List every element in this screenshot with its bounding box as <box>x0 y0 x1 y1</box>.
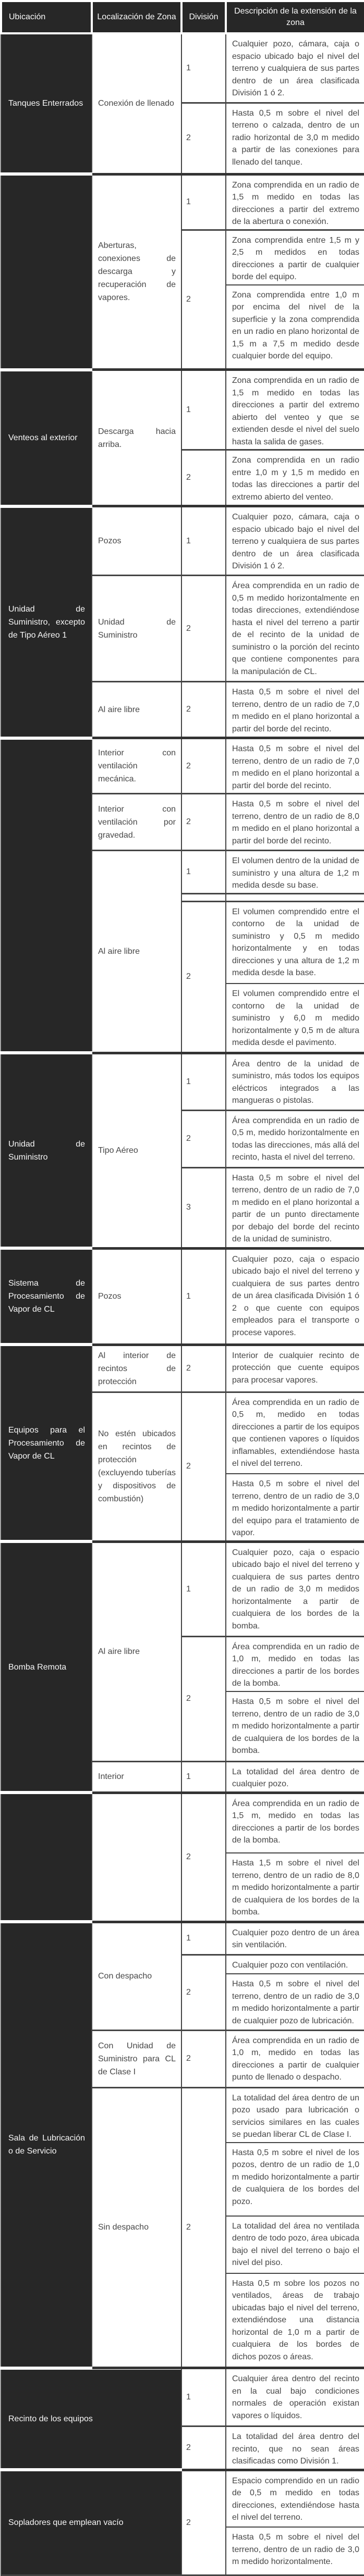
division-cell: 2 <box>181 794 226 851</box>
table-row <box>1 1541 364 1636</box>
col-header-descripcion: Descripción de la extensión de la zona <box>226 1 364 33</box>
division-cell: 1 <box>181 174 226 230</box>
ubicacion-cell: Equipos para el Procesamiento de Vapor de CL <box>1 1345 92 1541</box>
division-cell: 2 <box>181 450 226 506</box>
localizacion-cell: Interior <box>92 1761 181 1793</box>
localizacion-cell: Sin despacho <box>92 2087 181 2368</box>
ubicacion-cell <box>1 738 92 1053</box>
table-row <box>1 1248 364 1345</box>
description-cell: Área dentro de la unidad de suministro, más todos los equipos eléctricos integrados a las mangueras o pistolas. <box>226 1053 364 1110</box>
ubicacion-cell: Sopladores que emplean vacío <box>1 2470 181 2575</box>
localizacion-cell: Pozos <box>92 506 181 576</box>
division-cell: 2 <box>181 103 226 174</box>
localizacion-cell: Interior con ventilación mecánica. <box>92 738 181 794</box>
description-cell: Cualquier pozo, caja o espacio ubicado bajo el nivel del terreno y cualquiera de sus partes dentro de un radio de 3,0 m medidos horizontalmente a partir de cualquiera de los bordes de la bomba. <box>226 1541 364 1636</box>
description-cell: Cualquier pozo, cámara, caja o espacio ubicado bajo el nivel del terreno y cualquiera de sus partes dentro de un área clasificada División 1 ó 2. <box>226 506 364 576</box>
table-row <box>1 506 364 576</box>
division-cell: 2 <box>181 2470 226 2575</box>
localizacion-cell <box>92 1793 181 1922</box>
description-cell: Espacio comprendido en un radio de 0,5 m medido en todas direcciones, extendiéndose hasta el nivel del terreno. <box>226 2470 364 2527</box>
description-cell: Área comprendida en un radio de 0,5 m, medido en todas direcciones a partir de los equipos que contienen vapores o líquidos inflamables, extendiéndose hasta el nivel del terreno. <box>226 1392 364 1474</box>
table-row <box>1 2470 364 2527</box>
division-cell: 1 <box>181 1761 226 1793</box>
col-header-division: División <box>181 1 226 33</box>
ubicacion-cell <box>1 1793 92 1922</box>
description-cell: Hasta 0,5 m sobre el nivel del terreno, dentro de un radio de 8,0 m medido en el plano horizontal a partir del borde del recinto. <box>226 794 364 851</box>
table-row <box>1 1793 364 1853</box>
division-cell: 2 <box>181 682 226 738</box>
division-cell: 2 <box>181 1793 226 1922</box>
localizacion-cell: Al interior de recintos de protección <box>92 1345 181 1392</box>
division-cell: 2 <box>181 1636 226 1761</box>
description-cell: Zona comprendida en un radio entre 1,0 m y 1,5 m medido en todas las direcciones a partir del extremo abierto del venteo. <box>226 450 364 506</box>
localizacion-cell: Al aire libre <box>92 1541 181 1761</box>
description-cell: El volumen comprendido entre el contorno de la unidad de suministro y 6,0 m medido horizontalmente y 0,5 m de altura medida desde el pavimento. <box>226 984 364 1053</box>
table-row <box>1 1345 364 1392</box>
division-cell: 1 <box>181 2368 226 2426</box>
localizacion-cell: Al aire libre <box>92 682 181 738</box>
description-cell: Hasta 0,5 m sobre el nivel del terreno, dentro de un radio de 7,0 m medido en el plano horizontal a partir de un punto directamente por debajo del borde del recinto de la unidad de suministro. <box>226 1167 364 1248</box>
division-cell: 2 <box>181 1345 226 1392</box>
description-cell: Hasta 0,5 m sobre el nivel del terreno, dentro de un radio de 3,0 m medido horizontalmente a partir del equipo para el tratamiento de vapor. <box>226 1474 364 1541</box>
ubicacion-cell: Sala de Lubricación o de Servicio <box>1 1922 92 2368</box>
description-cell: Zona comprendida entre 1,5 m y 2,5 m medidos en todas direcciones a partir de cualquier borde del equipo. <box>226 230 364 285</box>
table-row <box>1 2368 364 2426</box>
description-cell: Hasta 0,5 m sobre los pozos no ventilados, áreas de trabajo ubicadas bajo el nivel del terreno, extendiéndose una distancia horizontal de 1,0 m a partir de cualquiera de los bordes de dichos pozos o áreas. <box>226 2273 364 2368</box>
division-cell: 2 <box>181 230 226 370</box>
spacer-cell <box>181 893 226 901</box>
description-cell: Zona comprendida en un radio de 1,5 m medido en todas las direcciones a partir del extremo abierto del venteo y que se extienden desde el nivel del suelo hasta la salida de gases. <box>226 370 364 450</box>
ubicacion-cell: Bomba Remota <box>1 1541 92 1793</box>
description-cell: Hasta 1,5 m sobre el nivel del terreno, dentro de un radio de 8,0 m medido horizontalmente a partir de cualquiera de los bordes de la bomba. <box>226 1853 364 1922</box>
division-cell: 2 <box>181 576 226 682</box>
description-cell: Hasta 0,5 m sobre el nivel del terreno o calzada, dentro de un radio horizontal de 3,0 m medido a partir de las conexiones para llenado del tanque. <box>226 103 364 174</box>
division-cell: 2 <box>181 2030 226 2087</box>
division-cell: 1 <box>181 1053 226 1110</box>
division-cell: 1 <box>181 851 226 894</box>
division-cell: 1 <box>181 33 226 103</box>
division-cell: 1 <box>181 1922 226 1955</box>
description-cell: Cualquier pozo con ventilación. <box>226 1955 364 1974</box>
description-cell: El volumen comprendido entre el contorno de la unidad de suministro y 0,5 m medido horizontalmente y en todas direcciones y una altura de 1,2 m medida desde la base. <box>226 901 364 984</box>
description-cell: Zona comprendida entre 1,0 m por encima del nivel de la superficie y la zona comprendida en un radio en plano horizontal de 1,5 m a 7,5 m medido desde cualquier borde del equipo. <box>226 285 364 370</box>
description-cell: Cualquier pozo, cámara, caja o espacio ubicado bajo el nivel del terreno y cualquiera de sus partes dentro de un área clasificada División 1 ó 2. <box>226 33 364 103</box>
description-cell: Hasta 0,5 m sobre el nivel de los pozos, dentro de un radio de 1,0 m medido horizontalmente a partir de cualquiera de los bordes del pozo. <box>226 2143 364 2216</box>
table-row <box>1 174 364 230</box>
description-cell: Cualquier pozo, caja o espacio ubicado bajo el nivel del terreno y cualquiera de sus partes dentro de un área clasificada División 1 ó 2 o que cuente con equipos empleados para el transporte o procese vapores. <box>226 1248 364 1345</box>
description-cell: Cualquier pozo dentro de un área sin ventilación. <box>226 1922 364 1955</box>
description-cell: Área comprendida en un radio de 0,5 m medido horizontalmente en todas direcciones, extendiéndose hasta el nivel del terreno a partir de el recinto de la unidad de suministro o la porción del recinto que contiene componentes para la manipulación de CL. <box>226 576 364 682</box>
description-cell: Zona comprendida en un radio de 1,5 m medido en todas las direcciones a partir del extremo de la abertura o conexión. <box>226 174 364 230</box>
division-cell: 1 <box>181 506 226 576</box>
localizacion-cell: Descarga hacia arriba. <box>92 370 181 506</box>
description-cell: El volumen dentro de la unidad de suministro y una altura de 1,2 m medida desde su base. <box>226 851 364 894</box>
ubicacion-cell <box>1 174 92 370</box>
description-cell: Hasta 0,5 m sobre el nivel del terreno, dentro de un radio de 3,0 m medido horizontalmente. <box>226 2527 364 2575</box>
localizacion-cell: Con Unidad de Suministro para CL de Clase I <box>92 2030 181 2087</box>
division-cell: 2 <box>181 1110 226 1167</box>
description-cell: Hasta 0,5 m sobre el nivel del terreno, dentro de un radio de 3,0 m medido horizontalmente a partir de cualquier pozo de lubricación. <box>226 1974 364 2030</box>
description-cell: La totalidad del área dentro del recinto, que no sean áreas clasificadas como División 1. <box>226 2426 364 2470</box>
table-row <box>1 370 364 450</box>
spacer-cell <box>226 893 364 901</box>
division-cell: 2 <box>181 738 226 794</box>
localizacion-cell: Unidad de Suministro <box>92 576 181 682</box>
ubicacion-cell: Unidad de Suministro <box>1 1053 92 1248</box>
col-header-localizacion: Localización de Zona <box>92 1 181 33</box>
ubicacion-cell: Unidad de Suministro, excepto de Tipo Aéreo 1 <box>1 506 92 738</box>
division-cell: 2 <box>181 2426 226 2470</box>
description-cell: La totalidad del área dentro de cualquier pozo. <box>226 1761 364 1793</box>
description-cell: Área comprendida en un radio de 1,0 m, medido en todas las direcciones a partir de los bordes de la bomba. <box>226 1636 364 1691</box>
division-cell: 2 <box>181 1955 226 2030</box>
table-row <box>1 738 364 794</box>
description-cell: Hasta 0,5 m sobre el nivel del terreno, dentro de un radio de 3,0 m medido horizontalmente a partir de cualquiera de los bordes de la bomba. <box>226 1691 364 1761</box>
division-cell: 1 <box>181 1541 226 1636</box>
localizacion-cell: No estén ubicados en recintos de protección (excluyendo tuberías y dispositivos de combustión) <box>92 1392 181 1541</box>
division-cell: 2 <box>181 2087 226 2368</box>
col-header-ubicacion: Ubicación <box>1 1 92 33</box>
description-cell: Hasta 0,5 m sobre el nivel del terreno, dentro de un radio de 7,0 m medido en el plano horizontal a partir del borde del recinto. <box>226 682 364 738</box>
table-row <box>1 1053 364 1110</box>
table-row <box>1 33 364 103</box>
description-cell: Área comprendida en un radio de 1,5 m, medido en todas las direcciones a partir de los bordes de la bomba. <box>226 1793 364 1853</box>
header-row <box>1 1 364 33</box>
localizacion-cell: Pozos <box>92 1248 181 1345</box>
description-cell: Interior de cualquier recinto de protección que cuente equipos para procesar vapores. <box>226 1345 364 1392</box>
ubicacion-cell: Recinto de los equipos <box>1 2368 181 2470</box>
division-cell: 2 <box>181 1392 226 1541</box>
table-row <box>1 1922 364 1955</box>
localizacion-cell: Con despacho <box>92 1922 181 2030</box>
description-cell: Área comprendida en un radio de 1,0 m, medido en todas las direcciones a partir de cualquier punto de llenado o despacho. <box>226 2030 364 2087</box>
ubicacion-cell: Venteos al exterior <box>1 370 92 506</box>
description-cell: Hasta 0,5 m sobre el nivel del terreno, dentro de un radio de 7,0 m medido en el plano horizontal a partir del borde del recinto. <box>226 738 364 794</box>
localizacion-cell: Aberturas, conexiones de descarga y recuperación de vapores. <box>92 174 181 370</box>
description-cell: Cualquier área dentro del recinto en la cual bajo condiciones normales de operación existan vapores o líquidos. <box>226 2368 364 2426</box>
localizacion-cell: Al aire libre <box>92 851 181 1053</box>
localizacion-cell: Tipo Aéreo <box>92 1053 181 1248</box>
description-cell: La totalidad del área no ventilada dentro de todo pozo, área ubicada bajo el nivel del terreno o bajo el nivel del piso. <box>226 2216 364 2273</box>
description-cell: La totalidad del área dentro de un pozo usado para lubricación o servicios similares en las cuales se puedan liberar CL de Clase I. <box>226 2087 364 2143</box>
localizacion-cell: Interior con ventilación por gravedad. <box>92 794 181 851</box>
division-cell: 1 <box>181 1248 226 1345</box>
division-cell: 2 <box>181 901 226 1053</box>
ubicacion-cell: Tanques Enterrados <box>1 33 92 174</box>
ubicacion-cell: Sistema de Procesamiento de Vapor de CL <box>1 1248 92 1345</box>
division-cell: 1 <box>181 370 226 450</box>
description-cell: Área comprendida en un radio de 0,5 m, medido horizontalmente en todas las direcciones, más allá del recinto, hasta el nivel del terreno. <box>226 1110 364 1167</box>
division-cell: 3 <box>181 1167 226 1248</box>
localizacion-cell: Conexión de llenado <box>92 33 181 174</box>
